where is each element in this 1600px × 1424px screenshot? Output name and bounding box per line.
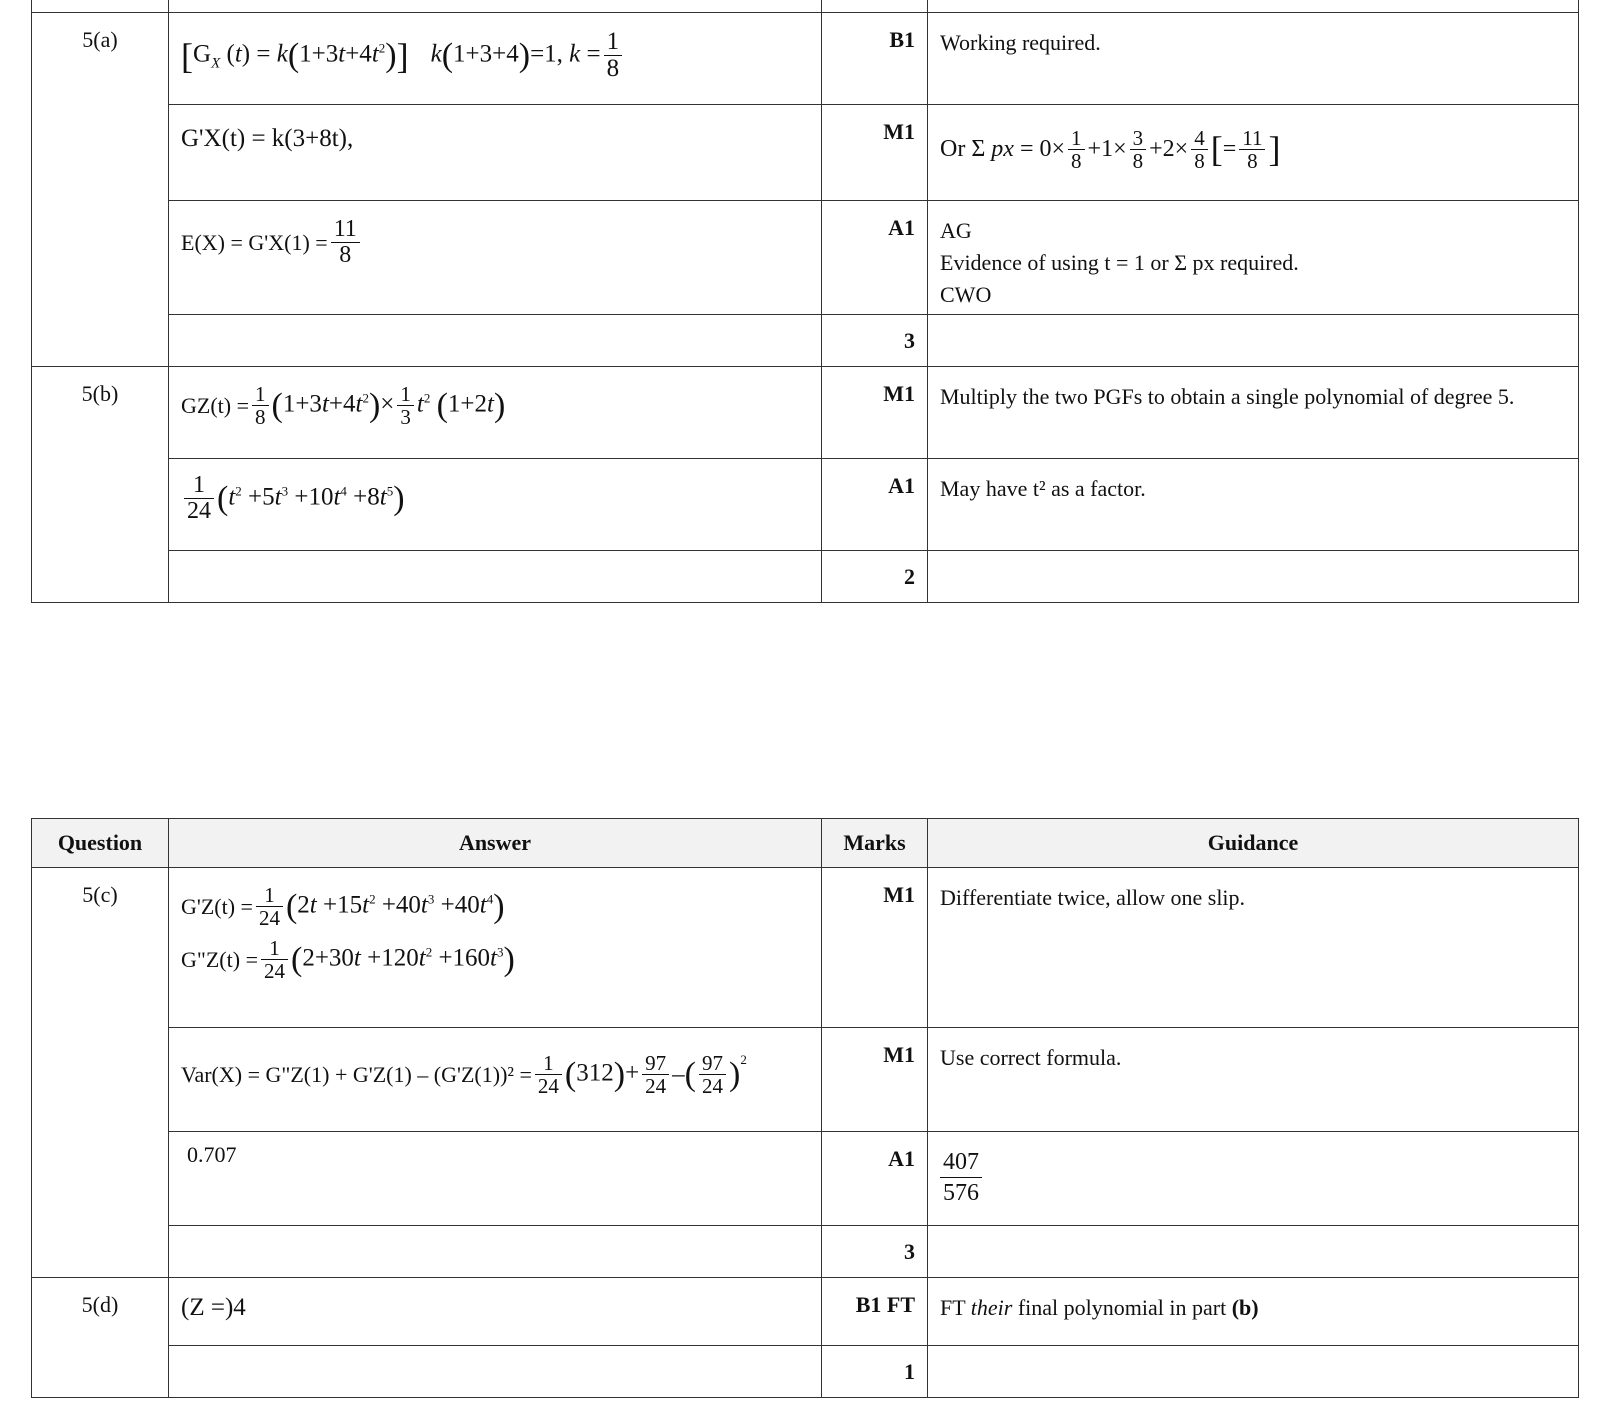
mark-scheme-table-bottom — [31, 818, 1579, 1398]
fraction-numerator: 11 — [331, 217, 360, 243]
guidance-italic: their — [970, 1295, 1013, 1320]
answer-cell: Var(X) = G"Z(1) + G'Z(1) – (G'Z(1))² = $\frac{1}{24}$ (312)+ $\frac{97}{24}$ – ( 97 24 ) $^2$ — [169, 1028, 822, 1132]
mark-cell: M1 — [822, 868, 928, 1028]
answer-cell-empty — [169, 1226, 822, 1278]
fraction-numerator: 1 — [1068, 127, 1085, 150]
fraction-numerator: 11 — [1239, 127, 1265, 150]
fraction-numerator: 3 — [1130, 127, 1147, 150]
total-marks: 3 — [822, 315, 928, 367]
guidance-line: CWO — [940, 281, 992, 307]
guidance-cell-empty — [928, 1346, 1579, 1398]
guidance-line: Evidence of using t = 1 or Σ px required. — [940, 249, 1299, 275]
fraction-numerator: 1 — [256, 884, 283, 907]
mark-cell: A1 — [822, 1132, 928, 1226]
fraction-numerator: 407 — [940, 1147, 982, 1178]
fraction-numerator: 1 — [184, 473, 214, 499]
guidance-cell: Multiply the two PGFs to obtain a single polynomial of degree 5. — [928, 367, 1579, 459]
guidance-cell — [928, 1132, 1579, 1226]
fraction-numerator: 4 — [1191, 127, 1208, 150]
header-answer: Answer — [169, 819, 822, 868]
guidance-cell-empty — [928, 551, 1579, 603]
fraction-denominator: 8 — [339, 242, 352, 269]
mark-cell: A1 — [822, 201, 928, 315]
question-label: 5(c) — [32, 868, 169, 1278]
answer-prefix: GZ(t) = — [181, 392, 249, 418]
answer-prefix: E(X) = G'X(1) = — [181, 229, 328, 255]
guidance-prefix: Or — [940, 135, 966, 162]
answer-cell-empty — [169, 1346, 822, 1398]
guidance-cell-empty — [928, 1226, 1579, 1278]
header-marks: Marks — [822, 819, 928, 868]
guidance-cell — [928, 1278, 1579, 1346]
mark-cell: B1 — [822, 13, 928, 105]
total-marks: 2 — [822, 551, 928, 603]
answer-cell: $\frac{1}{24}$ $(t^2 +5t^3 +10t^4 +8t^5)$ — [169, 459, 822, 551]
guidance-cell-empty — [928, 315, 1579, 367]
question-label: 5(b) — [32, 367, 169, 603]
fraction-denominator: 8 — [1247, 148, 1258, 173]
header-guidance: Guidance — [928, 819, 1579, 868]
answer-prefix: G'Z(t) = — [181, 893, 253, 919]
fraction-denominator: 24 — [263, 959, 285, 984]
question-label: 5(d) — [32, 1278, 169, 1398]
guidance-text: final polynomial in part — [1017, 1295, 1227, 1320]
guidance-cell: May have t² as a factor. — [928, 459, 1579, 551]
guidance-cell: Use correct formula. — [928, 1028, 1579, 1132]
mark-scheme-table-top — [31, 0, 1579, 603]
fraction-numerator: 1 — [604, 29, 623, 56]
guidance-text: FT — [940, 1295, 966, 1320]
answer-cell: 0.707 — [169, 1132, 822, 1226]
answer-cell-empty — [169, 315, 822, 367]
fraction-denominator: 8 — [606, 55, 620, 83]
guidance-line: AG — [940, 218, 972, 243]
fraction-denominator: 576 — [943, 1180, 979, 1206]
mark-cell: A1 — [822, 459, 928, 551]
answer-cell: G'Z(t) = $\frac{1}{24}$ $(2t +15t^2 +40t^3 +40t^4)$ G"Z(t) = $\frac{1}{24}$ $(2+30t +120t^2 +160t^3)$ — [169, 868, 822, 1028]
fraction-denominator: 8 — [1071, 148, 1082, 173]
guidance-bold: (b) — [1231, 1295, 1259, 1320]
mark-cell: M1 — [822, 1028, 928, 1132]
answer-cell — [169, 1278, 822, 1346]
fraction-numerator: 1 — [261, 937, 288, 960]
fraction-denominator: 8 — [1132, 148, 1144, 173]
answer-cell — [169, 201, 822, 315]
answer-text: (Z =)4 — [181, 1294, 246, 1321]
fraction-denominator: 8 — [1194, 148, 1205, 173]
answer-cell: GZ(t) = $\frac{1}{8}$ $(1+3t+4t^2)\times$ $\frac{1}{3}$ $t^2$ (1+2t) — [169, 367, 822, 459]
guidance-cell — [928, 201, 1579, 315]
mark-cell: M1 — [822, 105, 928, 201]
guidance-cell: Differentiate twice, allow one slip. — [928, 868, 1579, 1028]
guidance-cell: Or Σ px = 0× $\frac{1}{8}$ +1× $\frac{3}{8}$ +2× $\frac{4}{8}$ [ = $\frac{11}{8}$ ] — [928, 105, 1579, 201]
answer-cell — [169, 105, 822, 201]
answer-text: G'X(t) = k(3+8t), — [181, 125, 354, 152]
fraction-denominator: 24 — [258, 906, 280, 931]
answer-prefix: Var(X) = G"Z(1) + G'Z(1) – (G'Z(1))² = — [181, 1061, 532, 1087]
guidance-cell: Working required. — [928, 13, 1579, 105]
answer-cell-empty — [169, 551, 822, 603]
total-marks: 3 — [822, 1226, 928, 1278]
answer-cell: [ $G_X$ $(t) = k(1+3t+4t^2)$ ] k(1+3+4)=1, k = $\frac{1}{8}$ — [169, 13, 822, 105]
total-marks: 1 — [822, 1346, 928, 1398]
question-label: 5(a) — [32, 13, 169, 367]
answer-prefix: G"Z(t) = — [181, 946, 258, 972]
mark-cell: M1 — [822, 367, 928, 459]
mark-cell: B1 FT — [822, 1278, 928, 1346]
fraction-denominator: 24 — [187, 498, 211, 525]
header-question: Question — [32, 819, 169, 868]
